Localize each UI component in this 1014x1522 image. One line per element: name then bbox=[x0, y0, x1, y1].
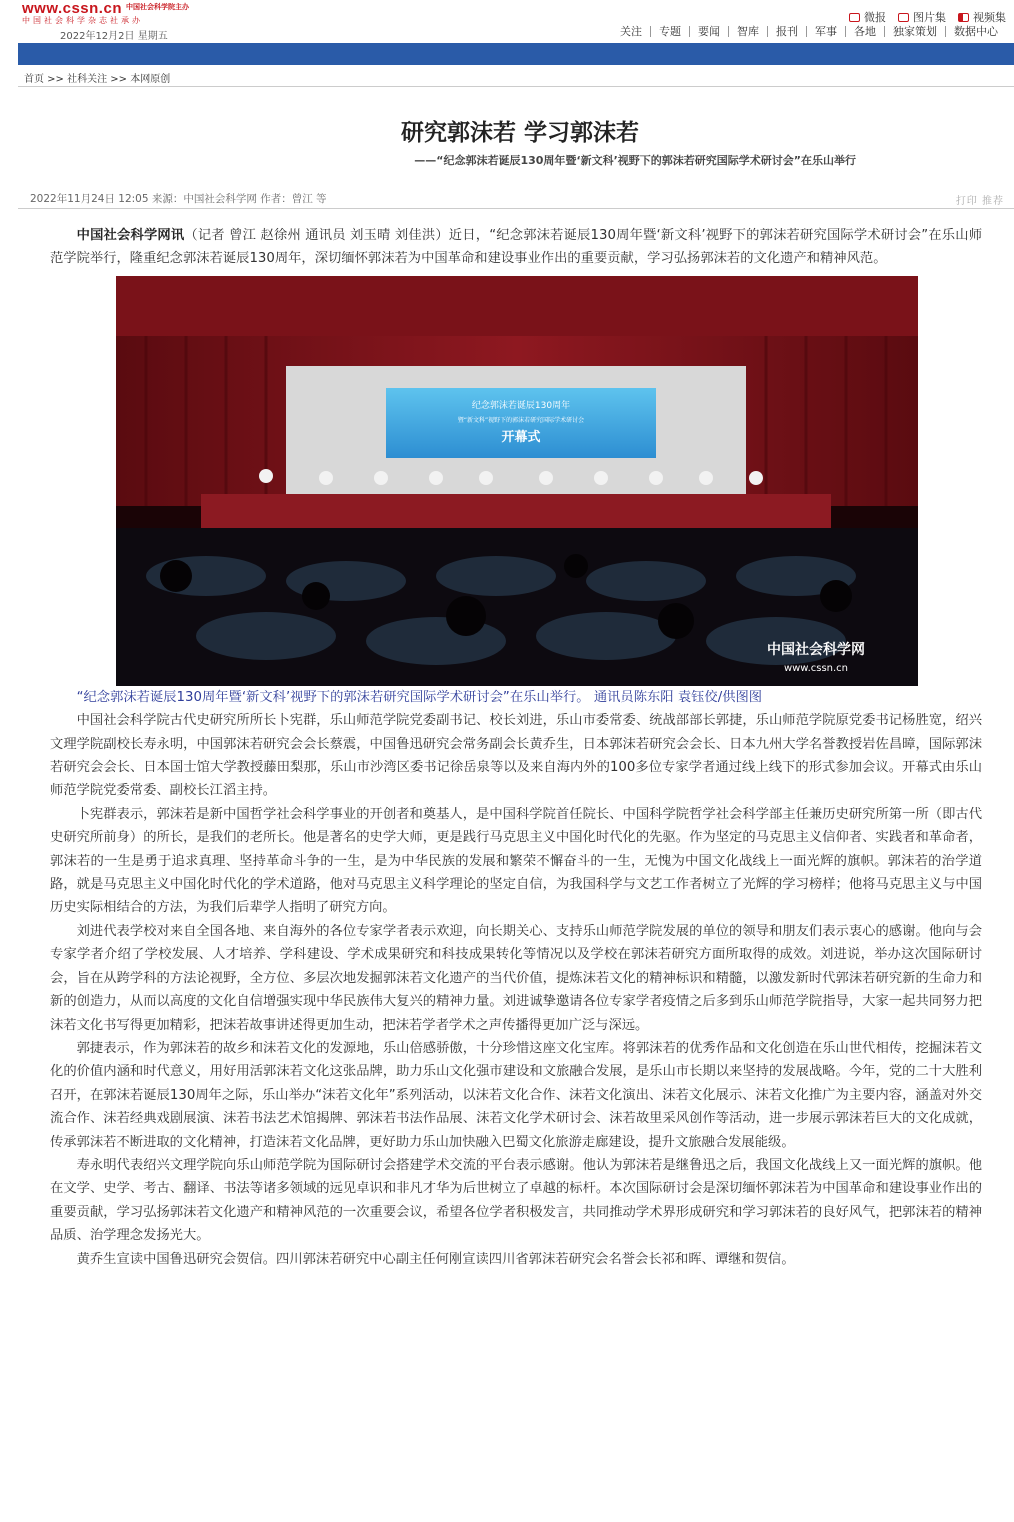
article-paragraph: 中国社会科学院古代史研究所所长卜宪群，乐山师范学院党委副书记、校长刘进，乐山市委常委、统战部部长郭捷，乐山师范学院原党委书记杨胜宽，绍兴文理学院副校长寿永明，中国郭沫若研究会会长蔡震，中国鲁迅研究会常务副会长黄乔生，日本郭沫若研究会会长、日本九州大学名誉教授岩佐昌暲，国际郭沫若研究会会长、日本国士馆大学教授藤田梨那，乐山市沙湾区委书记徐岳泉等以及来自海内外的100多位专家学者通过线上线下的形式参加会议。开幕式由乐山师范学院党委常委、副校长江滔主持。 bbox=[50, 713, 982, 799]
photo-watermark: 中国社会科学网 bbox=[767, 641, 865, 658]
photo-watermark-url: www.cssn.cn bbox=[783, 662, 849, 674]
article-subtitle: ——“纪念郭沫若诞辰130周年暨‘新文科’视野下的郭沫若研究国际学术研讨会”在乐山举行 bbox=[414, 154, 856, 167]
nav-item-yaowen[interactable]: 要闻 bbox=[689, 26, 728, 37]
logo-subtitle: 中国社会科学杂志社承办 bbox=[22, 16, 143, 25]
nav-color-bar bbox=[18, 43, 1014, 65]
print-recommend-links[interactable]: 打印 推荐 bbox=[955, 196, 1004, 207]
site-logo[interactable]: www.cssn.cn bbox=[22, 0, 122, 17]
photo-caption: “纪念郭沫若诞辰130周年暨‘新文科’视野下的郭沫若研究国际学术研讨会”在乐山举行。 通讯员陈东阳 袁钰佼/供图图 bbox=[76, 689, 763, 705]
quick-link-label: 视频集 bbox=[973, 11, 1006, 24]
conference-photo-illustration bbox=[116, 276, 918, 686]
article-paragraph bbox=[50, 224, 982, 271]
article-body bbox=[50, 224, 982, 1271]
nav-item-baokan[interactable]: 报刊 bbox=[767, 26, 806, 37]
nav-item-dujia[interactable]: 独家策划 bbox=[884, 26, 945, 37]
article-paragraph: 黄乔生宣读中国鲁迅研究会贺信。四川郭沫若研究中心副主任何刚宣读四川省郭沫若研究会名誉会长祁和晖、谭继和贺信。 bbox=[76, 1251, 795, 1267]
screen-text-line1: 纪念郭沫若诞辰130周年 bbox=[471, 400, 571, 411]
divider bbox=[18, 208, 1014, 209]
screen-text-line2: 暨“新文科”视野下的郭沫若研究国际学术研讨会 bbox=[457, 416, 585, 424]
quick-link-label: 微报 bbox=[864, 11, 886, 24]
nav-item-guanzhu[interactable]: 关注 bbox=[620, 25, 642, 38]
article-paragraph-text: （记者 曾江 赵徐州 通讯员 刘玉晴 刘佳洪）近日，“纪念郭沫若诞辰130周年暨‘新文科’视野下的郭沫若研究国际学术研讨会”在乐山师范学院举行，隆重纪念郭沫若诞辰130周年，深切缅怀郭沫若为中国革命和建设事业作出的重要贡献，学习弘扬郭沫若的文化遗产和精神风范。 bbox=[50, 228, 983, 267]
article-lead: 中国社会科学网讯 bbox=[76, 228, 185, 243]
quick-link-video[interactable] bbox=[958, 9, 1006, 25]
weibo-icon bbox=[849, 13, 860, 22]
video-icon bbox=[958, 13, 969, 22]
logo-sponsor-text: 中国社会科学院主办 bbox=[126, 3, 189, 11]
nav-item-gedi[interactable]: 各地 bbox=[845, 26, 884, 37]
main-nav bbox=[612, 26, 1006, 37]
article-paragraph: 卜宪群表示，郭沫若是新中国哲学社会科学事业的开创者和奠基人，是中国科学院首任院长、中国科学院哲学社会科学部主任兼历史研究所第一所（即古代史研究所前身）的所长，是我们的老所长。他是著名的史学大师，更是践行马克思主义中国化时代化的先驱。作为坚定的马克思主义信仰者、实践者和革命者，郭沫若的一生是勇于追求真理、坚持革命斗争的一生，是为中华民族的发展和繁荣不懈奋斗的一生，无愧为中国文化战线上一面光辉的旗帜。郭沫若的治学道路，就是马克思主义中国化时代化的学术道路，他对马克思主义科学理论的坚定自信，为我国科学与文艺工作者树立了光辉的学习榜样；他将马克思主义与中国历史实际相结合的方法，为我们后辈学人指明了研究方向。 bbox=[50, 806, 982, 916]
article-meta: 2022年11月24日 12:05 来源：中国社会科学网 作者：曾江 等 bbox=[30, 193, 327, 205]
quick-links bbox=[849, 9, 1006, 25]
quick-link-gallery[interactable] bbox=[898, 9, 946, 25]
nav-item-zhiku[interactable]: 智库 bbox=[728, 26, 767, 37]
quick-link-label: 图片集 bbox=[913, 11, 946, 24]
screen-text-line3: 开幕式 bbox=[501, 429, 541, 445]
article-photo bbox=[116, 276, 918, 686]
nav-item-shuju[interactable]: 数据中心 bbox=[945, 26, 1006, 37]
nav-item-junshi[interactable]: 军事 bbox=[806, 26, 845, 37]
current-date: 2022年12月2日 星期五 bbox=[60, 31, 168, 42]
article-paragraph: 刘进代表学校对来自全国各地、来自海外的各位专家学者表示欢迎，向长期关心、支持乐山师范学院发展的单位的领导和朋友们表示衷心的感谢。他向与会专家学者介绍了学校发展、人才培养、学科建设、学术成果研究和科技成果转化等情况以及学校在郭沫若研究方面所取得的成效。刘进说，举办这次国际研讨会，旨在从跨学科的方法论视野，全方位、多层次地发掘郭沫若文化遗产的当代价值，提炼沫若文化的精神标识和精髓，以激发新时代郭沫若研究新的生命力和新的创造力，从而以高度的文化自信增强实现中华民族伟大复兴的精神力量。刘进诚挚邀请各位专家学者疫情之后多到乐山师范学院指导，大家一起共同努力把沫若文化书写得更加精彩，把沫若故事讲述得更加生动，把沫若学者学术之声传播得更加广泛与深远。 bbox=[50, 923, 982, 1033]
divider bbox=[18, 86, 1014, 87]
gallery-icon bbox=[898, 13, 909, 22]
article-paragraph: 郭捷表示，作为郭沫若的故乡和沫若文化的发源地，乐山倍感骄傲，十分珍惜这座文化宝库。将郭沫若的优秀作品和文化创造在乐山世代相传，挖掘沫若文化的价值内涵和时代意义，用好用活郭沫若文化这张品牌，助力乐山文化强市建设和文旅融合发展，是乐山市长期以来坚持的发展战略。今年，党的二十大胜利召开，在郭沫若诞辰130周年之际，乐山举办“沫若文化年”系列活动，以沫若文化合作、沫若文化演出、沫若文化展示、沫若文化推广为主要内容，涵盖对外交流合作、沫若经典戏剧展演、沫若书法艺术馆揭牌、郭沫若书法作品展、沫若文化学术研讨会、沫若故里采风创作等活动，进一步展示郭沫若巨大的文化成就，传承郭沫若不断进取的文化精神，打造沫若文化品牌，更好助力乐山加快融入巴蜀文化旅游走廊建设，提升文旅融合发展能级。 bbox=[50, 1040, 982, 1150]
article-title: 研究郭沫若 学习郭沫若 bbox=[400, 120, 639, 146]
article-paragraph: 寿永明代表绍兴文理学院向乐山师范学院为国际研讨会搭建学术交流的平台表示感谢。他认为郭沫若是继鲁迅之后，我国文化战线上又一面光辉的旗帜。他在文学、史学、考古、翻译、书法等诸多领域的远见卓识和非凡才华为后世树立了卓越的标杆。本次国际研讨会是深切缅怀郭沫若为中国革命和建设事业作出的重要贡献，学习弘扬郭沫若文化遗产和精神风范的一次重要会议，希望各位学者积极发言，共同推动学术界形成研究和学习郭沫若的良好风气，把郭沫若的精神品质、治学理念发扬光大。 bbox=[50, 1157, 982, 1244]
site-header bbox=[0, 0, 1014, 42]
quick-link-weibo[interactable] bbox=[849, 9, 886, 25]
breadcrumb[interactable]: 首页 >> 社科关注 >> 本网原创 bbox=[24, 74, 171, 85]
nav-item-zhuanti[interactable]: 专题 bbox=[650, 26, 689, 37]
